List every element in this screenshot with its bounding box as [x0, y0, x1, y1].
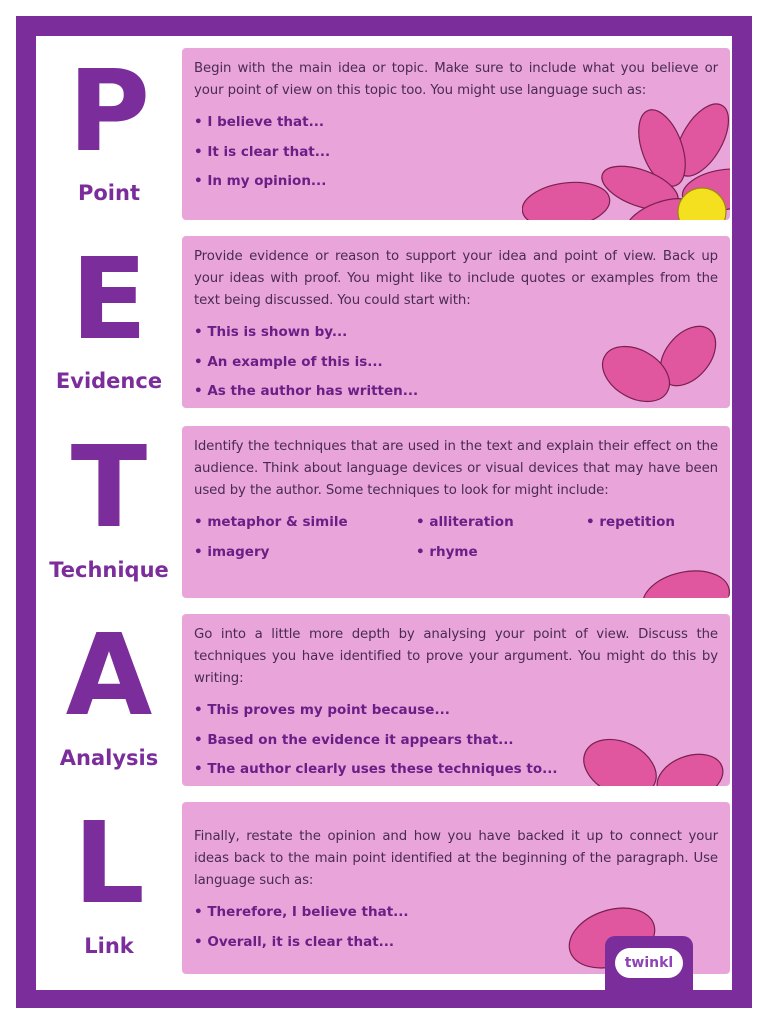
list-item: • This proves my point because... — [194, 696, 718, 726]
list-item: • alliteration — [416, 508, 514, 538]
panel-analysis — [182, 614, 730, 786]
word-technique: Technique — [49, 558, 169, 582]
evidence-bullets — [194, 318, 718, 407]
evidence-description: Provide evidence or reason to support your idea and point of view. Back up your ideas with proof. You might like to include quotes or examples from the text being discussed. You could start with: — [194, 249, 718, 308]
list-item: • This is shown by... — [194, 318, 718, 348]
letter-a: A — [65, 611, 153, 741]
list-item: • An example of this is... — [194, 348, 718, 378]
letter-e: E — [70, 235, 148, 365]
list-item: • In my opinion... — [194, 167, 718, 197]
list-item: • It is clear that... — [194, 138, 718, 168]
point-bullets — [194, 108, 718, 197]
panel-point — [182, 48, 730, 220]
letter-l: L — [73, 799, 145, 929]
word-point: Point — [77, 181, 140, 205]
list-item: • Overall, it is clear that... — [194, 928, 718, 958]
technique-bullets — [194, 508, 718, 568]
list-item: • As the author has written... — [194, 377, 718, 407]
twinkl-logo-icon: twinkl — [615, 948, 683, 978]
list-item: • The author clearly uses these techniques to... — [194, 755, 718, 785]
petal-icon — [632, 564, 730, 598]
word-evidence: Evidence — [55, 369, 163, 393]
list-item: • Based on the evidence it appears that... — [194, 726, 718, 756]
letter-p: P — [67, 47, 151, 177]
panel-evidence — [182, 236, 730, 408]
list-item: • imagery — [194, 538, 269, 568]
list-item: • Therefore, I believe that... — [194, 898, 718, 928]
letter-t: T — [70, 423, 148, 553]
technique-description: Identify the techniques that are used in the text and explain their effect on the audience. Think about language devices or visual devices that may have been used by the author. Some techniques to look for might include: — [194, 439, 718, 498]
word-link: Link — [84, 934, 134, 958]
analysis-bullets — [194, 696, 718, 785]
list-item: • repetition — [586, 508, 675, 538]
analysis-description: Go into a little more depth by analysing your point of view. Discuss the techniques you have identified to prove your argument. You might do this by writing: — [194, 627, 718, 686]
twinkl-logo — [605, 936, 693, 990]
word-analysis: Analysis — [59, 746, 159, 770]
link-description: Finally, restate the opinion and how you have backed it up to connect your ideas back to the main point identified at the beginning of the paragraph. Use language such as: — [194, 829, 718, 888]
list-item: • I believe that... — [194, 108, 718, 138]
list-item: • rhyme — [416, 538, 478, 568]
point-description: Begin with the main idea or topic. Make sure to include what you believe or your point of view on this topic too. You might use language such as: — [194, 61, 718, 98]
panel-technique — [182, 426, 730, 598]
list-item: • metaphor & simile — [194, 508, 348, 538]
